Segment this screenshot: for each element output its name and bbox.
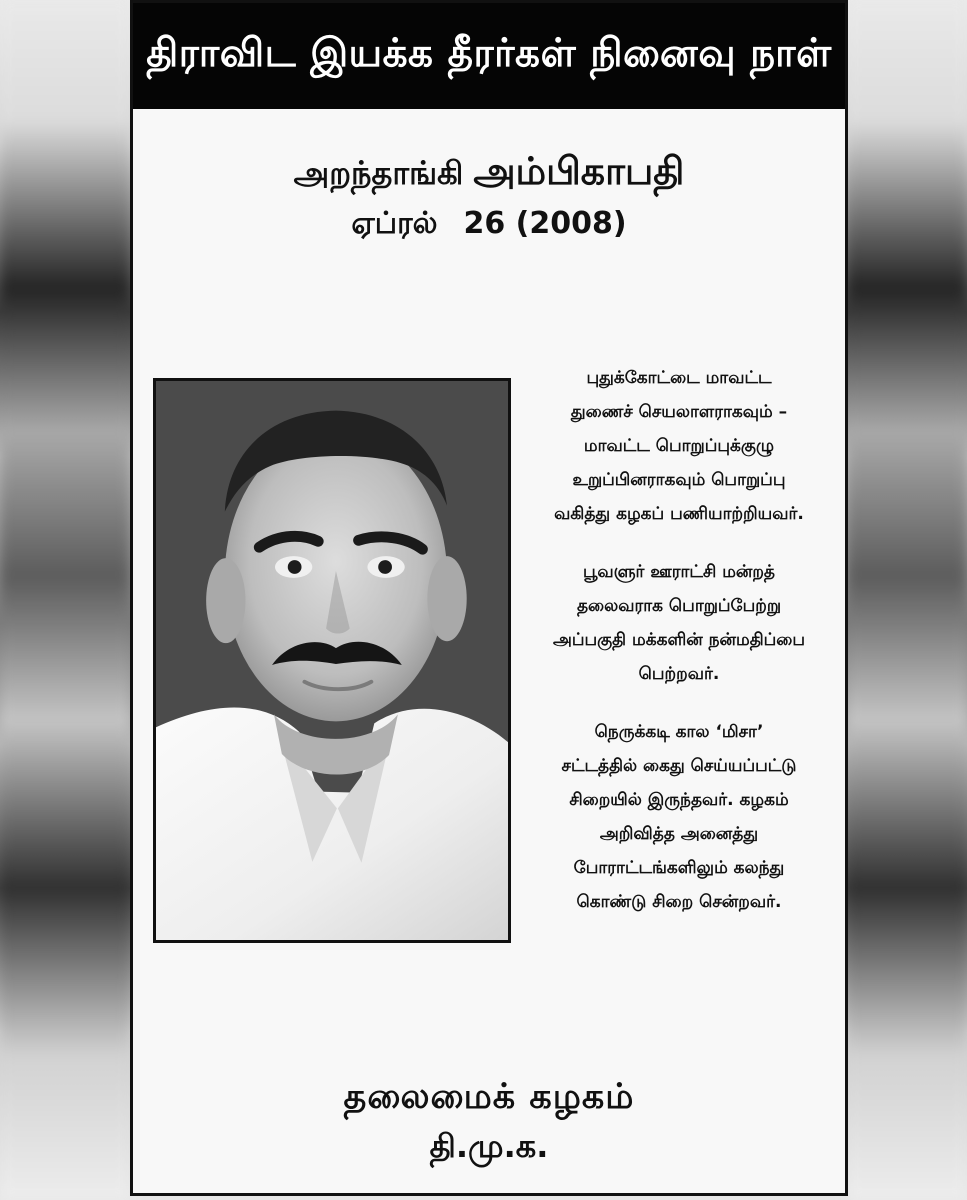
date-month: ஏப்ரல் <box>351 206 438 241</box>
bio-line: கொண்டு சிறை சென்றவர். <box>576 892 782 912</box>
left-ear <box>206 558 245 643</box>
portrait-illustration <box>156 381 508 940</box>
footer-signature <box>133 1073 845 1169</box>
bio-line: சட்டத்தில் கைது செய்யப்பட்டு <box>561 756 797 776</box>
biography-text <box>511 361 847 943</box>
bio-line: சிறையில் இருந்தவர். கழகம் <box>569 790 789 810</box>
bio-paragraph-3 <box>511 715 847 919</box>
bio-line: தலைவராக பொறுப்பேற்று <box>576 596 782 616</box>
party-headquarters: தலைமைக் கழகம் <box>343 1077 635 1117</box>
bio-line: புதுக்கோட்டை மாவட்ட <box>586 368 772 388</box>
bio-line: போராட்டங்களிலும் கலந்து <box>573 858 785 878</box>
right-eye <box>378 560 392 574</box>
bio-line: வகித்து கழகப் பணியாற்றியவர். <box>554 504 804 524</box>
bio-line: பூவளுர் ஊராட்சி மன்றத் <box>582 562 775 582</box>
headline-block <box>133 143 845 245</box>
header-title: திராவிட இயக்க தீரர்கள் நினைவு நாள் <box>146 31 832 76</box>
left-eye <box>288 560 302 574</box>
bio-line: மாவட்ட பொறுப்புக்குழு <box>583 436 775 456</box>
bio-line: அறிவித்த அனைத்து <box>599 824 759 844</box>
blurred-background-left <box>0 0 130 1200</box>
memorial-date <box>133 203 845 245</box>
bio-line: பெற்றவர். <box>638 664 720 684</box>
header-banner <box>133 3 845 109</box>
party-name: தி.மு.க. <box>429 1127 549 1165</box>
bio-line: உறுப்பினராகவும் பொறுப்பு <box>572 470 786 490</box>
bio-line: அப்பகுதி மக்களின் நன்மதிப்பை <box>552 630 806 650</box>
date-value: 26 (2008) <box>463 206 627 241</box>
bio-line: துணைச் செயலாளராகவும் – <box>570 402 788 422</box>
bio-line: நெருக்கடி கால ‘மிசா’ <box>594 722 764 742</box>
blurred-background-right <box>847 0 967 1200</box>
person-name: அம்பிகாபதி <box>473 149 685 193</box>
bio-paragraph-1 <box>511 361 847 531</box>
memorial-poster <box>130 0 848 1196</box>
right-ear <box>427 556 466 641</box>
portrait-photo <box>153 378 511 943</box>
person-name-line <box>133 143 845 201</box>
bio-paragraph-2 <box>511 555 847 691</box>
name-prefix: அறந்தாங்கி <box>293 154 464 192</box>
